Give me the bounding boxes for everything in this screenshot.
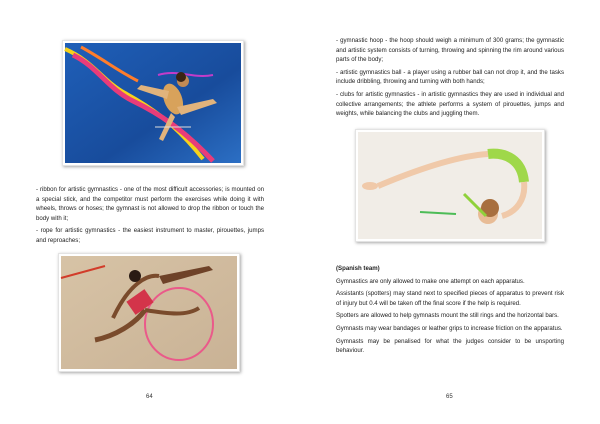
paragraph-ball: - artistic gymnastics ball - a player using a rubber ball can not drop it, and the tasks include dribbling, throwing and turning with both hands; (336, 68, 564, 86)
section-heading: (Spanish team) (336, 265, 380, 272)
paragraph-hoop: - gymnastic hoop - the hoop should weigh a minimum of 300 grams; the gymnastic and artistic system consists of turning, throwing and spinning the rim around various parts of the body; (336, 37, 564, 64)
page-number-left: 64 (146, 394, 153, 400)
left-body-text (36, 185, 264, 249)
rule-paragraph-3: Spotters are allowed to help gymnasts mount the still rings and the horizontal bars. (336, 312, 559, 320)
right-page (300, 0, 600, 424)
ribbon-gymnast-photo (62, 40, 244, 166)
rule-paragraph-5: Gymnasts may be penalised for what the judges consider to be unsporting behaviour. (336, 337, 564, 355)
hoop-gymnast-photo (58, 253, 240, 372)
clubs-gymnast-photo (355, 129, 545, 242)
right-bottom-text (336, 264, 564, 359)
paragraph-rope: - rope for artistic gymnastics - the easiest instrument to master, pirouettes, jumps and reproaches; (36, 227, 264, 244)
rule-paragraph-1: Gymnastics are only allowed to make one attempt on each apparatus. (336, 277, 525, 285)
rule-paragraph-4: Gymnasts may wear bandages or leather grips to increase friction on the apparatus. (336, 324, 563, 332)
right-top-text (336, 36, 564, 122)
paragraph-ribbon: - ribbon for artistic gymnastics - one of the most difficult accessories; is mounted on a special stick, and the competitor must perform the exercises while doing it with wheels, throws or hoses; the gymnast is not allowed to drop the ribbon or touch the body with it; (36, 186, 264, 222)
rule-paragraph-2: Assistants (spotters) may stand next to specified pieces of apparatus to prevent risk of injury but 0.4 will be taken off the final score if the help is required. (336, 290, 564, 307)
page-number-right: 65 (446, 394, 453, 400)
paragraph-clubs: - clubs for artistic gymnastics - in artistic gymnastics they are used in individual and collective arrangements; the athlete performs a system of pirouettes, jumps and weights, while balancing the clubs and juggling them. (336, 90, 564, 118)
